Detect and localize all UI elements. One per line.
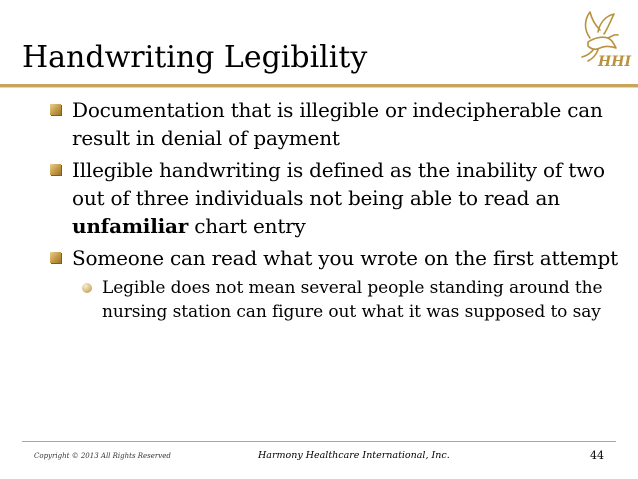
bullet-text: Someone can read what you wrote on the first attempt — [72, 246, 618, 270]
bullet-list — [50, 96, 620, 324]
bullet-bold-text: unfamiliar — [72, 214, 189, 238]
sub-bullet-text: Legible does not mean several people standing around the nursing station can figure out what it was supposed to say — [102, 278, 603, 322]
slide-title: Handwriting Legibility — [22, 40, 368, 75]
footer-copyright: Copyright © 2013 All Rights Reserved — [34, 452, 171, 460]
footer-divider — [22, 441, 616, 442]
hhi-logo — [574, 8, 632, 70]
square-bullet-icon — [50, 164, 61, 175]
square-bullet-icon — [50, 104, 61, 115]
bullet-text: Documentation that is illegible or indecipherable can result in denial of payment — [72, 98, 603, 150]
footer-company: Harmony Healthcare International, Inc. — [258, 450, 450, 461]
square-bullet-icon — [50, 252, 61, 263]
bullet-text: Illegible handwriting is defined as the inability of two out of three individuals not being able to read an — [72, 158, 605, 210]
page-number: 44 — [590, 449, 604, 462]
bullet-item — [50, 96, 620, 152]
bullet-item — [50, 244, 620, 272]
title-divider-highlight — [0, 87, 638, 88]
logo-text: HHI — [598, 54, 632, 70]
round-bullet-icon — [82, 283, 92, 293]
sub-bullet-item — [50, 276, 620, 324]
bullet-text: chart entry — [188, 214, 306, 238]
bullet-item — [50, 156, 620, 240]
